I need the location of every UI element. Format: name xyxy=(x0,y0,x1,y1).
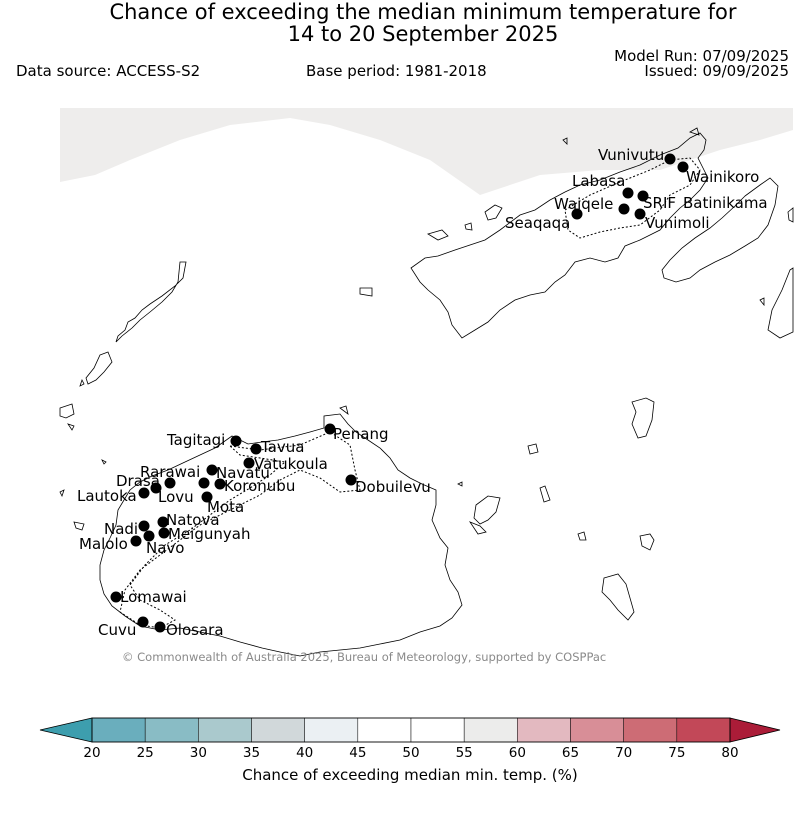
map-title-line1: Chance of exceeding the median minimum temperature for xyxy=(109,0,737,24)
place-label-batinikama: Batinikama xyxy=(683,194,768,212)
colorbar-cell xyxy=(305,718,358,742)
place-label-srif: SRIF xyxy=(643,194,676,212)
place-label-natova: Natova xyxy=(166,511,220,529)
place-label-rarawai: Rarawai xyxy=(140,463,201,481)
colorbar-cell xyxy=(358,718,411,742)
colorbar-cell xyxy=(92,718,145,742)
place-label-drasa: Drasa xyxy=(116,472,160,490)
place-label-labasa: Labasa xyxy=(572,172,626,190)
place-label-waiqele: Waiqele xyxy=(554,195,614,213)
station-markers xyxy=(111,154,689,633)
district-boundaries xyxy=(120,158,700,628)
place-label-vunivutu: Vunivutu xyxy=(598,146,665,164)
marker-nadi xyxy=(139,521,150,532)
map-title-line2: 14 to 20 September 2025 xyxy=(287,22,559,46)
data-source-label: Data source: ACCESS-S2 xyxy=(16,62,201,80)
marker-cuvu xyxy=(138,617,149,628)
colorbar-tick-label: 45 xyxy=(349,745,367,761)
place-label-dobuilevu: Dobuilevu xyxy=(355,478,431,496)
colorbar-cell xyxy=(624,718,677,742)
place-label-vatukoula: Vatukoula xyxy=(254,455,328,473)
colorbar-cell xyxy=(571,718,624,742)
colorbar-tick-label: 30 xyxy=(189,745,207,761)
colorbar-label: Chance of exceeding median min. temp. (%) xyxy=(242,766,578,784)
model-run-label: Model Run: 07/09/2025 xyxy=(614,47,789,65)
place-label-seaqaqa: Seaqaqa xyxy=(505,214,571,232)
colorbar-tick-label: 60 xyxy=(508,745,526,761)
colorbar-cell xyxy=(252,718,305,742)
colorbar-tick-label: 80 xyxy=(721,745,739,761)
base-period-label: Base period: 1981-2018 xyxy=(306,62,487,80)
colorbar-cell xyxy=(411,718,464,742)
colorbar-high-extension xyxy=(730,718,780,742)
place-label-navo: Navo xyxy=(146,539,185,557)
place-label-wainikoro: Wainikoro xyxy=(686,168,760,186)
colorbar-tick-label: 25 xyxy=(136,745,154,761)
colorbar-cell xyxy=(677,718,730,742)
marker-tagitagi xyxy=(231,436,242,447)
colorbar-tick-label: 75 xyxy=(668,745,686,761)
colorbar-cell xyxy=(464,718,517,742)
colorbar-cell xyxy=(145,718,198,742)
place-label-koronubu: Koronubu xyxy=(224,477,296,495)
colorbar-tick-label: 40 xyxy=(296,745,314,761)
marker-olosara xyxy=(155,622,166,633)
colorbar-tick-label: 35 xyxy=(242,745,261,761)
place-label-malolo: Malolo xyxy=(79,535,128,553)
place-label-olosara: Olosara xyxy=(166,621,224,639)
masked-area xyxy=(60,108,793,195)
place-label-cuvu: Cuvu xyxy=(98,621,137,639)
colorbar-tick-label: 50 xyxy=(402,745,420,761)
place-label-tavua: Tavua xyxy=(261,438,305,456)
colorbar-cell xyxy=(198,718,251,742)
place-label-tagitagi: Tagitagi xyxy=(167,431,226,449)
colorbar-tick-label: 65 xyxy=(561,745,580,761)
place-label-vunimoli: Vunimoli xyxy=(645,214,710,232)
east-island-coast xyxy=(768,268,793,338)
colorbar-tick-label: 55 xyxy=(455,745,473,761)
place-label-lautoka: Lautoka xyxy=(77,487,137,505)
place-label-penang: Penang xyxy=(333,425,389,443)
place-label-lomawai: Lomawai xyxy=(120,588,187,606)
copyright-notice: © Commonwealth of Australia 2025, Bureau of Meteorology, supported by COSPPac xyxy=(122,650,607,664)
marker-tavua xyxy=(251,444,262,455)
marker-waiqele xyxy=(619,204,630,215)
place-label-mota: Mota xyxy=(207,498,245,516)
place-label-meigunyah: Meigunyah xyxy=(168,525,251,543)
colorbar xyxy=(40,718,780,742)
issued-label: Issued: 09/09/2025 xyxy=(644,62,789,80)
marker-vunivutu xyxy=(665,154,676,165)
place-label-navatu: Navatu xyxy=(216,464,270,482)
place-label-nadi: Nadi xyxy=(104,520,139,538)
colorbar-cell xyxy=(517,718,570,742)
colorbar-tick-label: 20 xyxy=(83,745,101,761)
colorbar-tick-label: 70 xyxy=(615,745,633,761)
colorbar-low-extension xyxy=(40,718,92,742)
place-label-lovu: Lovu xyxy=(158,488,194,506)
